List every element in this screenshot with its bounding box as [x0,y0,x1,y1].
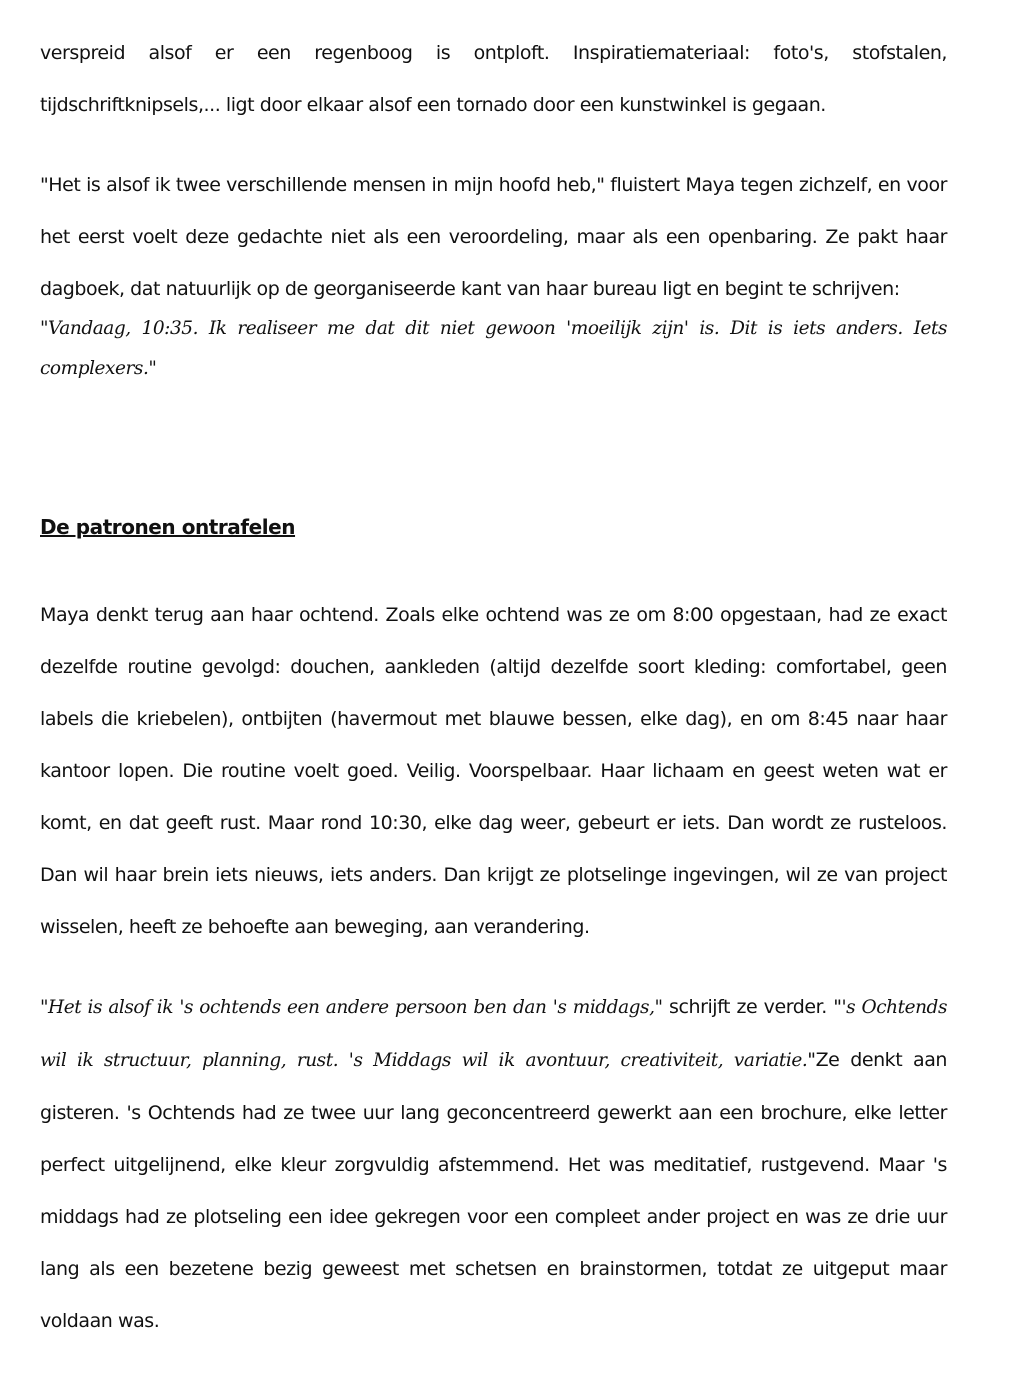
paragraph-reflection [40,159,947,389]
paragraph-morning-routine [40,589,947,953]
journal-entry: "Vandaag, 10:35. Ik realiseer me dat dit niet gewoon 'moeilijk zijn' is. Dit is iets anders. Iets complexers." [40,318,947,379]
paragraph-intro [40,27,947,131]
paragraph-morning-routine-text: Maya denkt terug aan haar ochtend. Zoals elke ochtend was ze om 8:00 opgestaan, had ze exact dezelfde routine gevolgd: douchen, aankleden (altijd dezelfde soort kleding: comfortabel, geen labels die kriebelen), ontbijten (havermout met blauwe bessen, elke dag), en om 8:45 naar haar kantoor lopen. Die routine voelt goed. Veilig. Voorspelbaar. Haar lichaam en geest weten wat er komt, en dat geeft rust. Maar rond 10:30, elke dag weer, gebeurt er iets. Dan wordt ze rusteloos. Dan wil haar brein iets nieuws, iets anders. Dan krijgt ze plotselinge ingevingen, wil ze van project wisselen, heeft ze behoefte aan beweging, aan verandering. [40,604,947,938]
journal-quote-structure: 's Ochtends wil ik structuur, planning, rust. 's Middags wil ik avontuur, creativiteit, variatie. [40,997,947,1071]
section-heading: De patronen ontrafelen [40,515,296,539]
paragraph-two-persons-text: "Ze denkt aan gisteren. 's Ochtends had ze twee uur lang geconcentreerd gewerkt aan een brochure, elke letter perfect uitgelijnend, elke kleur zorgvuldig afstemmend. Het was meditatief, rustgevend. Maar 's middags had ze plotseling een idee gekregen voor een compleet ander project en was ze drie uur lang als een bezetene bezig geweest met schetsen en brainstormen, totdat ze uitgeput maar voldaan was. [40,1049,948,1332]
paragraph-intro-text: verspreid alsof er een regenboog is ontploft. Inspiratiemateriaal: foto's, stofstalen, tijdschriftknipsels,... ligt door elkaar alsof een tornado door een kunstwinkel is gegaan. [40,42,947,116]
paragraph-two-persons [40,981,947,1347]
paragraph-connector-text: schrijft ze verder. " [662,996,842,1018]
journal-quote: "Het is alsof ik 's ochtends een andere persoon ben dan 's middags," [40,997,663,1018]
paragraph-reflection-text: "Het is alsof ik twee verschillende mensen in mijn hoofd heb," fluistert Maya tegen zichzelf, en voor het eerst voelt deze gedachte niet als een veroordeling, maar als een openbaring. Ze pakt haar dagboek, dat natuurlijk op de georganiseerde kant van haar bureau ligt en begint te schrijven: [40,174,947,300]
